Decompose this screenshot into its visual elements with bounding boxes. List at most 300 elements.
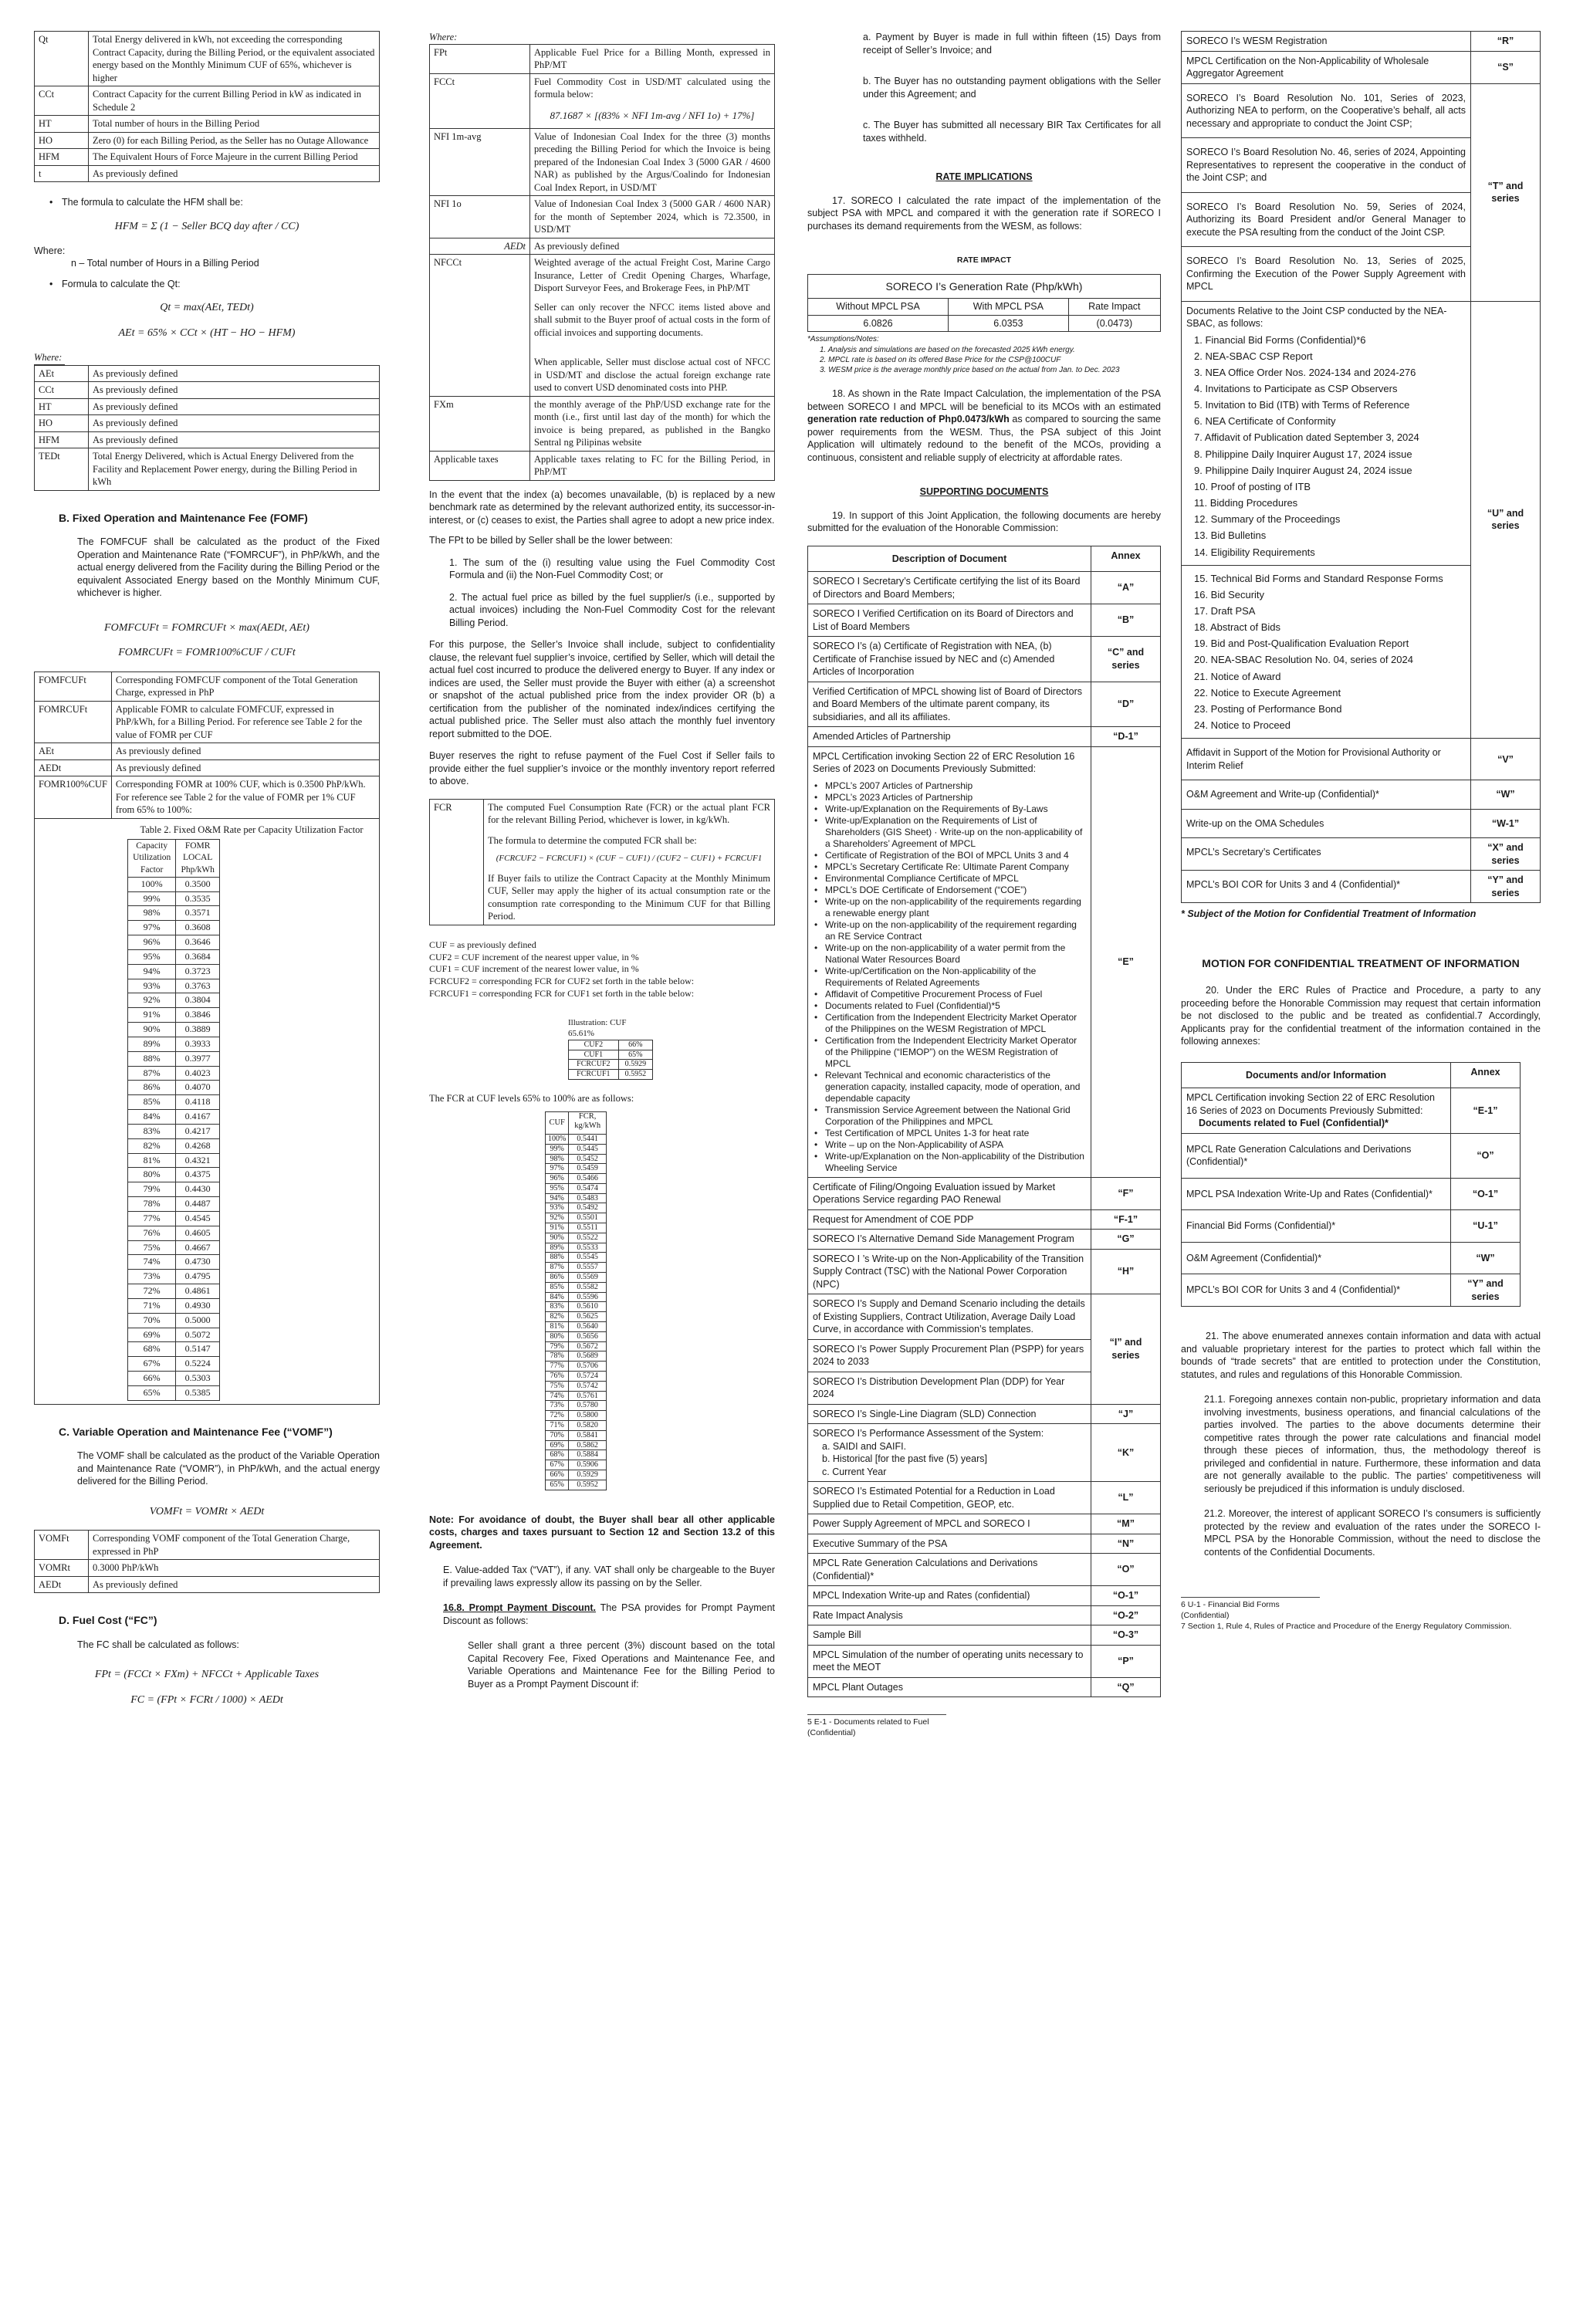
- definition-term: FOMFCUFt: [35, 671, 112, 701]
- generation-rate-header: SORECO I’s Generation Rate (Php/kWh): [808, 274, 1161, 298]
- confidential-description: MPCL’s BOI COR for Units 3 and 4 (Confidential)*: [1182, 1274, 1451, 1307]
- u-heading: Documents Relative to the Joint CSP conducted by the NEA-SBAC, as follows:: [1186, 305, 1447, 329]
- column-4: [1181, 31, 1541, 2296]
- fomr-row: [128, 906, 220, 921]
- fomf-definitions-table: [34, 671, 380, 819]
- illustration-row: [569, 1050, 653, 1060]
- document-description-t: SORECO I’s Board Resolution No. 59, Series of 2024, Authorizing its Board President and/or General Manager to execute the PSA resulting from the conduct of the Joint CSP.: [1182, 192, 1471, 247]
- document-row: [808, 1534, 1161, 1554]
- fomr-row: [128, 1138, 220, 1153]
- e-list-item: • Write-up/Explanation on the Non-applicability of the Distribution Wheeling Service: [813, 1151, 1086, 1174]
- fcr-cuf: 67%: [546, 1460, 569, 1470]
- document-row: [1182, 51, 1541, 83]
- fuel-definition-term: NFI 1m-avg: [430, 128, 530, 196]
- index-paragraph: In the event that the index (a) becomes unavailable, (b) is replaced by a new benchmark rate as determined by the relevant authorized entity, its successor-in-interest, or (c) ceases to exist, the Parties shall agree to adopt a new price index.: [429, 489, 775, 526]
- fcr-row: [546, 1302, 607, 1312]
- definition-term: VOMFt: [35, 1531, 89, 1560]
- fcr-cuf: 81%: [546, 1322, 569, 1332]
- fomr-rate: 0.4375: [176, 1168, 220, 1182]
- fcr-row: [546, 1341, 607, 1351]
- fuel-definition-term: NFI 1o: [430, 196, 530, 238]
- document-annex: “X” and series: [1471, 838, 1541, 871]
- fomr-row: [128, 1313, 220, 1328]
- fomr-rate: 0.4667: [176, 1240, 220, 1255]
- fcr-value: 0.5466: [569, 1174, 607, 1184]
- document-annex: “N”: [1091, 1534, 1161, 1554]
- document-row: [1182, 809, 1541, 838]
- k-item: c. Current Year: [822, 1466, 887, 1477]
- fomr-row: [128, 935, 220, 950]
- fuel-definition-row: [430, 396, 775, 451]
- illustration-block: [568, 1017, 653, 1080]
- fcr-definition-table: [429, 799, 775, 925]
- document-annex: “L”: [1091, 1482, 1161, 1514]
- u-list-item: 23. Posting of Performance Bond: [1194, 702, 1342, 715]
- fcr-row: [546, 1203, 607, 1213]
- fomr-rate: 0.3723: [176, 964, 220, 979]
- fcr-cuf: 99%: [546, 1144, 569, 1154]
- u-list-item: 5. Invitation to Bid (ITB) with Terms of Reference: [1194, 399, 1410, 411]
- fomr-rate: 0.3535: [176, 891, 220, 906]
- section-c-heading: C. Variable Operation and Maintenance Fee (“VOMF”): [59, 1425, 333, 1438]
- document-row: [808, 572, 1161, 604]
- fomr-cuf: 72%: [128, 1284, 176, 1299]
- fcr-row: [546, 1331, 607, 1341]
- fcr-row: [546, 1243, 607, 1253]
- nfcc-disclosure-text: When applicable, Seller must disclose actual cost of NFCC in USD/MT and disclose the actual foreign exchange rate used to convert USD denominated costs into PHP.: [534, 357, 770, 394]
- document-row-u1: [1182, 301, 1541, 565]
- cuf-definitions: [429, 939, 775, 1000]
- fomr-cuf: 100%: [128, 877, 176, 891]
- supporting-documents-table-continued: [1181, 31, 1541, 903]
- documents-header-row: [808, 546, 1161, 572]
- fomr-rate: 0.4605: [176, 1226, 220, 1240]
- fomr-rate: 0.5147: [176, 1342, 220, 1357]
- footnote-5: 5 E-1 - Documents related to Fuel (Confidential): [807, 1714, 946, 1739]
- fcr-value: 0.5656: [569, 1331, 607, 1341]
- u-list-item: 3. NEA Office Order Nos. 2024-134 and 2024-276: [1194, 366, 1416, 378]
- u-list-item: 15. Technical Bid Forms and Standard Response Forms: [1194, 572, 1443, 584]
- fomr-cuf: 80%: [128, 1168, 176, 1182]
- fcr-formula: (FCRCUF2 − FCRCUF1) × (CUF − CUF1) / (CUF2 − CUF1) + FCRCUF1: [496, 854, 763, 864]
- fcr-value: 0.5596: [569, 1292, 607, 1302]
- fcr-cuf: 89%: [546, 1243, 569, 1253]
- u-list-item: 17. Draft PSA: [1194, 605, 1256, 617]
- fomr-rate: 0.5385: [176, 1385, 220, 1400]
- p18-part-2: as compared to sourcing the same power requirements from the WESM. Thus, the PSA subject of this Joint Application will ultimately redound to the benefit of the MCOs, providing a continuous, consistent and reliable supply of electricity at affordable rates.: [807, 414, 1161, 463]
- fomr-rate: 0.4167: [176, 1110, 220, 1125]
- fuel-definition-text: Fuel Commodity Cost in USD/MT calculated using the formula below:: [534, 76, 770, 100]
- rate-implications-heading: RATE IMPLICATIONS: [935, 171, 1033, 182]
- fomr-table: [127, 839, 220, 1400]
- fcr-value: 0.5545: [569, 1253, 607, 1263]
- where-label: Where:: [34, 245, 66, 256]
- definition-text: Corresponding FOMFCUF component of the Total Generation Charge, expressed in PhP: [111, 671, 379, 701]
- fomr-rate: 0.3804: [176, 993, 220, 1008]
- fcr-minimum-cuf: If Buyer fails to utilize the Contract Capacity at the Monthly Minimum CUF, Seller may apply the higher of its actual consumption rate or the consumption rate corresponding to the Minimum CUF for that Billing Period.: [488, 872, 770, 922]
- definition-text: As previously defined: [89, 1576, 380, 1593]
- illustration-row: [569, 1070, 653, 1080]
- fcr-term: FCR: [430, 799, 484, 925]
- fcr-value: 0.5742: [569, 1381, 607, 1391]
- confidential-row: [1182, 1178, 1521, 1210]
- definition-text: Total Energy Delivered, which is Actual Energy Delivered from the Facility and Replacement Power energy, during the Billing Period in kWh: [89, 448, 380, 491]
- document-annex: “D”: [1091, 682, 1161, 727]
- paragraph-21-1: 21.1. Foregoing annexes contain non-public, proprietary information and data involving investments, business operations, and financial calculations of the parties involved. The parties to the above documents determine their competitive rates through the power rate calculations and financial model through these pieces of information, thus, the methodology thereof is privileged and confidential in nature. Furthermore, these information and data are not generally available to the public. The parties’ competitiveness will seriously be prejudiced if this information is unduly disclosed.: [1204, 1394, 1541, 1494]
- refuse-payment-paragraph: Buyer reserves the right to refuse payment of the Fuel Cost if Seller fails to provide either the fuel supplier’s invoice or the monthly inventory report referred to above.: [429, 750, 775, 787]
- document-description-t: SORECO I’s Board Resolution No. 46, series of 2024, Appointing Representatives to represent the cooperative in the conduct of the Joint CSP; and: [1182, 138, 1471, 193]
- fomr-row: [128, 1168, 220, 1182]
- document-description: SORECO I Secretary’s Certificate certifying the list of its Board of Directors and Board Members;: [808, 572, 1091, 604]
- fomr-cuf: 94%: [128, 964, 176, 979]
- u-list-item: 22. Notice to Execute Agreement: [1194, 686, 1341, 699]
- definition-row: [35, 431, 380, 448]
- fcr-value: 0.5952: [569, 1480, 607, 1490]
- fomr-cuf: 84%: [128, 1110, 176, 1125]
- e-list-item: • MPCL’s DOE Certificate of Endorsement (“COE”): [813, 885, 1086, 896]
- fcr-row: [546, 1223, 607, 1233]
- fcr-cuf: 91%: [546, 1223, 569, 1233]
- supporting-documents-table: [807, 546, 1161, 1698]
- vomf-formula: VOMFt = VOMRt × AEDt: [149, 1505, 265, 1517]
- avoidance-note: Note: For avoidance of doubt, the Buyer shall bear all other applicable costs, charges and taxes pursuant to Section 12 and Section 13.2 of this Agreement.: [429, 1514, 775, 1551]
- confidential-description: MPCL Rate Generation Calculations and Derivations (Confidential)*: [1182, 1133, 1451, 1178]
- fcr-row: [546, 1273, 607, 1283]
- fomr-cuf: 86%: [128, 1081, 176, 1095]
- document-annex-e: “E”: [1091, 746, 1161, 1177]
- definition-text: As previously defined: [89, 165, 380, 182]
- paragraph-21-2: 21.2. Moreover, the interest of applicant SORECO I’s consumers is sufficiently protected by the review and evaluation of the rates under the SORECO I-MPCL PSA by the Honorable Commission, without the need to disclose the contents of the Confidential Documents.: [1204, 1508, 1541, 1558]
- fcr-table-intro: The FCR at CUF levels 65% to 100% are as follows:: [429, 1093, 634, 1104]
- fomr-rate: 0.3500: [176, 877, 220, 891]
- document-row: [808, 682, 1161, 727]
- fcr-value: 0.5672: [569, 1341, 607, 1351]
- document-description: Executive Summary of the PSA: [808, 1534, 1091, 1554]
- u-list-2: [1186, 572, 1466, 732]
- fcr-row: [546, 1421, 607, 1431]
- document-annex-i: “I” and series: [1091, 1294, 1161, 1405]
- paragraph-17: 17. SORECO I calculated the rate impact of the implementation of the subject PSA with MPCL and compared it with the generation rate if SORECO I purchases its demand requirements from the WESM, as follows:: [807, 195, 1161, 232]
- fcr-row: [546, 1351, 607, 1362]
- rate-impact-value: 6.0353: [949, 315, 1069, 332]
- illustration-table: [568, 1040, 653, 1080]
- fomr-cuf: 93%: [128, 979, 176, 993]
- fcr-row: [546, 1411, 607, 1421]
- document-annex: “P”: [1091, 1645, 1161, 1677]
- paragraph-20: 20. Under the ERC Rules of Practice and Procedure, a party to any proceeding before the Honorable Commission may request that certain information be not disclosed to the public and be treated as confidential.7 Accordingly, Applicants pray for the confidential treatment of the information contained in the following annexes:: [1181, 985, 1541, 1047]
- fomr-row: [128, 993, 220, 1008]
- ppd-heading-title: 16.8. Prompt Payment Discount.: [443, 1602, 597, 1614]
- fomr-row: [128, 1211, 220, 1226]
- definition-text: As previously defined: [89, 431, 380, 448]
- definition-term: AEDt: [35, 759, 112, 776]
- fpt-option-1: 1. The sum of the (i) resulting value using the Fuel Commodity Cost Formula and (ii) the Non-Fuel Commodity Cost; or: [449, 556, 775, 581]
- definition-row: [35, 448, 380, 491]
- definition-term: HO: [35, 415, 89, 432]
- fcr-cuf: 68%: [546, 1450, 569, 1460]
- document-description: MPCL Indexation Write-up and Rates (confidential): [808, 1586, 1091, 1606]
- fomr-cuf: 83%: [128, 1124, 176, 1138]
- u-list-item: 4. Invitations to Participate as CSP Observers: [1194, 382, 1398, 394]
- fomr-cuf: 96%: [128, 935, 176, 950]
- fomr-rate: 0.4861: [176, 1284, 220, 1299]
- assumptions-list: [807, 345, 1161, 376]
- ppd-heading-tail: The PSA provides for Prompt Payment Discount as follows:: [443, 1602, 775, 1626]
- fomr-row: [128, 1240, 220, 1255]
- definition-term: HFM: [35, 149, 89, 166]
- definition-text: As previously defined: [89, 382, 380, 399]
- documents-header-description: Description of Document: [808, 546, 1091, 572]
- fcr-row: [546, 1322, 607, 1332]
- document-row: [808, 1209, 1161, 1230]
- confidential-subject-note: * Subject of the Motion for Confidential Treatment of Information: [1181, 908, 1477, 920]
- fuel-definition-term: NFCCt: [430, 255, 530, 397]
- column-1: [34, 31, 380, 2296]
- assumption-item: 2. MPCL rate is based on its offered Base Price for the CSP@100CUF: [820, 355, 1061, 364]
- fomr-cuf: 89%: [128, 1037, 176, 1051]
- document-description: Power Supply Agreement of MPCL and SORECO I: [808, 1514, 1091, 1534]
- motion-heading: MOTION FOR CONFIDENTIAL TREATMENT OF INFORMATION: [1202, 956, 1520, 969]
- e-list-item: • Transmission Service Agreement between the National Grid Corporation of the Philippines and MPCL: [813, 1104, 1086, 1128]
- rate-impact-title: RATE IMPACT: [956, 255, 1012, 265]
- fcr-cuf: 100%: [546, 1134, 569, 1144]
- fuel-definition-term: FPt: [430, 44, 530, 73]
- fomr-row: [128, 1008, 220, 1023]
- fuel-definition-row: [430, 255, 775, 397]
- document-annex: “F-1”: [1091, 1209, 1161, 1230]
- u-list-item: 10. Proof of posting of ITB: [1194, 480, 1311, 492]
- document-annex: “B”: [1091, 604, 1161, 637]
- fomr-row: [128, 964, 220, 979]
- fcr-table: [545, 1111, 607, 1490]
- rate-impact-value: (0.0473): [1068, 315, 1160, 332]
- fcr-cuf: 66%: [546, 1470, 569, 1480]
- definition-text: 0.3000 PhP/kWh: [89, 1560, 380, 1577]
- fomr-rate: 0.4268: [176, 1138, 220, 1153]
- fcr-cuf: 78%: [546, 1351, 569, 1362]
- definition-row: [35, 382, 380, 399]
- u-list-item: 6. NEA Certificate of Conformity: [1194, 415, 1336, 428]
- confidential-row: [1182, 1274, 1521, 1307]
- fomr-row: [128, 1124, 220, 1138]
- e-list-item: • MPCL’s Secretary Certificate Re: Ultimate Parent Company: [813, 861, 1086, 873]
- fomr-cuf: 66%: [128, 1371, 176, 1385]
- fomr-cuf: 71%: [128, 1298, 176, 1313]
- definition-text: As previously defined: [111, 759, 379, 776]
- aet-formula: AEt = 65% × CCt × (HT − HO − HFM): [118, 326, 296, 339]
- definition-row: [35, 86, 380, 116]
- document-annex: “C” and series: [1091, 637, 1161, 682]
- fcr-cuf: 79%: [546, 1341, 569, 1351]
- fomr-cuf: 78%: [128, 1197, 176, 1212]
- fomr-cuf: 68%: [128, 1342, 176, 1357]
- fomr-row: [128, 1342, 220, 1357]
- fomr-row: [128, 1371, 220, 1385]
- fomr-cuf: 81%: [128, 1153, 176, 1168]
- document-description-i: SORECO I’s Power Supply Procurement Plan (PSPP) for years 2024 to 2033: [808, 1339, 1091, 1372]
- fomr-row: [128, 1255, 220, 1270]
- fcr-value: 0.5724: [569, 1372, 607, 1382]
- fomr-rate: 0.3889: [176, 1023, 220, 1037]
- fomr-row: [128, 1051, 220, 1066]
- document-annex: “R”: [1471, 32, 1541, 52]
- definition-row: [35, 1576, 380, 1593]
- document-annex: “Q”: [1091, 1677, 1161, 1697]
- document-annex: “D-1”: [1091, 727, 1161, 747]
- definition-text: Corresponding FOMR at 100% CUF, which is 0.3500 PhP/kWh. For reference see Table 2 for the value of FOMR per 1% CUF from 65% to 100%:: [111, 776, 379, 819]
- fcr-value: 0.5501: [569, 1213, 607, 1223]
- fomr-rate: 0.4730: [176, 1255, 220, 1270]
- where-label: Where:: [429, 32, 458, 42]
- fcr-value: 0.5884: [569, 1450, 607, 1460]
- illustration-value: 65%: [618, 1050, 652, 1060]
- e-list-item: • Certificate of Registration of the BOI of MPCL Units 3 and 4: [813, 850, 1086, 861]
- fc-formula: FC = (FPt × FCRt / 1000) × AEDt: [130, 1693, 283, 1706]
- fcr-cuf: 95%: [546, 1183, 569, 1193]
- document-row: [808, 1645, 1161, 1677]
- fcr-row: [546, 1292, 607, 1302]
- fuel-definition-text: Applicable Fuel Price for a Billing Month, expressed in PhP/MT: [534, 46, 770, 70]
- fcr-value: 0.5522: [569, 1233, 607, 1243]
- fcr-row: [546, 1174, 607, 1184]
- u-list-item: 13. Bid Bulletins: [1194, 529, 1267, 542]
- definition-text: Applicable FOMR to calculate FOMFCUF, expressed in PhP/kWh, for a Billing Period. For reference see Table 2 for the value of FOMR per CUF: [111, 701, 379, 743]
- document-description-j: SORECO I’s Single-Line Diagram (SLD) Connection: [808, 1404, 1091, 1424]
- document-row-j: [808, 1404, 1161, 1424]
- fcr-cuf: 73%: [546, 1401, 569, 1411]
- fomr-rate: 0.3933: [176, 1037, 220, 1051]
- bullet-qt: • Formula to calculate the Qt:: [34, 278, 380, 291]
- fp-formula: FPt = (FCCt × FXm) + NFCCt + Applicable Taxes: [94, 1669, 320, 1681]
- confidential-description: Financial Bid Forms (Confidential)*: [1182, 1210, 1451, 1243]
- rate-impact-table: [807, 274, 1161, 332]
- fcr-value: 0.5459: [569, 1164, 607, 1174]
- fcr-value: 0.5441: [569, 1134, 607, 1144]
- u-list-item: 21. Notice of Award: [1194, 670, 1281, 682]
- u-list-item: 24. Notice to Proceed: [1194, 719, 1291, 732]
- e-list-item: • Affidavit of Competitive Procurement Process of Fuel: [813, 989, 1086, 1000]
- fcr-cuf: 80%: [546, 1331, 569, 1341]
- fomr-rate: 0.4023: [176, 1066, 220, 1081]
- illustration-key: FCRCUF2: [569, 1060, 619, 1070]
- document-row: [808, 1586, 1161, 1606]
- definition-row: [35, 776, 380, 819]
- e-list-item: • Certification from the Independent Electricity Market Operator of the Philippines on the WESM Registration of MPCL: [813, 1012, 1086, 1035]
- u-list-item: 12. Summary of the Proceedings: [1194, 513, 1341, 526]
- ppd-condition-b: b. The Buyer has no outstanding payment obligations with the Seller under this Agreement; and: [863, 76, 1161, 100]
- document-row: [1182, 32, 1541, 52]
- fomr-row: [128, 1182, 220, 1197]
- fomr-row: [128, 1066, 220, 1081]
- confidential-description: O&M Agreement (Confidential)*: [1182, 1242, 1451, 1274]
- fomr-cuf: 85%: [128, 1095, 176, 1110]
- fcr-value: 0.5557: [569, 1263, 607, 1273]
- column-2: [429, 31, 775, 2296]
- fomr-row: [128, 1037, 220, 1051]
- document-description: MPCL Plant Outages: [808, 1677, 1091, 1697]
- fuel-definition-term: Applicable taxes: [430, 451, 530, 480]
- qt-formula: Qt = max(AEt, TEDt): [160, 302, 254, 314]
- supporting-documents-heading: SUPPORTING DOCUMENTS: [919, 486, 1049, 498]
- fomr-cuf: 88%: [128, 1051, 176, 1066]
- document-description: Rate Impact Analysis: [808, 1605, 1091, 1625]
- fpt-option-2: 2. The actual fuel price as billed by the fuel supplier/s (i.e., supported by actual invoices) including the Non-Fuel Commodity Cost for the relevant Billing Period.: [449, 591, 775, 628]
- ppd-condition-c: c. The Buyer has submitted all necessary BIR Tax Certificates for all taxes withheld.: [863, 120, 1161, 144]
- fcr-value: 0.5841: [569, 1430, 607, 1440]
- definition-text: Corresponding VOMF component of the Total Generation Charge, expressed in PhP: [89, 1531, 380, 1560]
- k-heading: SORECO I’s Performance Assessment of the System:: [813, 1428, 1044, 1439]
- definition-row: [35, 398, 380, 415]
- e-list-item: • Write-up/Explanation on the Requirements of By-Laws: [813, 803, 1086, 815]
- confidential-description: MPCL PSA Indexation Write-Up and Rates (Confidential)*: [1182, 1178, 1451, 1210]
- definitions-table-2: [34, 365, 380, 491]
- fuel-definition-term: FXm: [430, 396, 530, 451]
- u-list-item: 1. Financial Bid Forms (Confidential)*6: [1194, 333, 1366, 346]
- fomr-rate: 0.4487: [176, 1197, 220, 1212]
- fcr-value: 0.5582: [569, 1282, 607, 1292]
- document-annex: “H”: [1091, 1249, 1161, 1294]
- section-c-paragraph: The VOMF shall be calculated as the product of the Variable Operation and Maintenance Rate (“VOMR”), in PhP/kWh, and the actual energy delivered for the Billing Period.: [77, 1450, 380, 1487]
- document-row: [808, 1514, 1161, 1534]
- confidential-header-annex: Annex: [1451, 1062, 1521, 1088]
- u-list-item: 7. Affidavit of Publication dated September 3, 2024: [1194, 431, 1419, 444]
- documents-header-annex: Annex: [1091, 546, 1161, 572]
- fcr-row: [546, 1430, 607, 1440]
- fcr-cuf: 97%: [546, 1164, 569, 1174]
- assumptions-label: *Assumptions/Notes:: [807, 335, 879, 344]
- fcr-row: [546, 1391, 607, 1401]
- fcr-cuf: 93%: [546, 1203, 569, 1213]
- definition-term: FOMR100%CUF: [35, 776, 112, 819]
- fcr-cuf: 92%: [546, 1213, 569, 1223]
- fuel-definition-cell: [530, 451, 775, 480]
- fcr-value: 0.5452: [569, 1154, 607, 1164]
- fcr-row: [546, 1282, 607, 1292]
- fomr-row: [128, 1023, 220, 1037]
- fcr-table-header-fcr: FCR, kg/kWh: [569, 1111, 607, 1134]
- fcc-formula: 87.1687 × [(83% × NFI 1m-avg / NFI 1o) + 17%]: [550, 109, 755, 121]
- fcr-row: [546, 1372, 607, 1382]
- document-row-i: [808, 1294, 1161, 1340]
- confidential-annex-e1: “E-1”: [1451, 1088, 1521, 1134]
- p18-part-1: 18. As shown in the Rate Impact Calculation, the implementation of the PSA between SORECO I and MPCL will be beneficial to its MCOs with an estimated: [807, 388, 1161, 412]
- fomr-row: [128, 891, 220, 906]
- definitions-table-1: [34, 31, 380, 182]
- fcr-row: [546, 1253, 607, 1263]
- fcr-row: [546, 1450, 607, 1460]
- fomr-rate: 0.4430: [176, 1182, 220, 1197]
- u-list-item: 20. NEA-SBAC Resolution No. 04, series of 2024: [1194, 654, 1413, 666]
- fomr-row: [128, 1095, 220, 1110]
- fcr-row: [546, 1233, 607, 1243]
- fcr-row: [546, 1312, 607, 1322]
- fomr-rate: 0.4217: [176, 1124, 220, 1138]
- fomr-formula: FOMRCUFt = FOMR100%CUF / CUFt: [118, 647, 296, 659]
- document-row-e: [808, 746, 1161, 1177]
- document-description-t: SORECO I’s Board Resolution No. 101, Series of 2023, Authorizing NEA to perform, on the Cooperative’s behalf, all acts necessary and appropriate to conduct the Joint CSP;: [1182, 83, 1471, 138]
- fomr-cuf: 99%: [128, 891, 176, 906]
- fcr-row: [546, 1134, 607, 1144]
- fuel-definition-row: [430, 451, 775, 480]
- fomr-cuf: 77%: [128, 1211, 176, 1226]
- e-list-item: • Certification from the Independent Electricity Market Operator of the Philippine (“IEMOP”) on the WESM Registration of MPCL: [813, 1035, 1086, 1070]
- document-annex-j: “J”: [1091, 1404, 1161, 1424]
- document-annex: “S”: [1471, 51, 1541, 83]
- cuf-definition: FCRCUF1 = corresponding FCR for CUF1 set forth in the table below:: [429, 987, 695, 999]
- fuel-definition-text: Value of Indonesian Coal Index 3 (5000 GAR / 4600 NAR) for the month of September 2024, which is 72.3500, in USD/MT: [534, 198, 770, 235]
- document-row: [808, 1677, 1161, 1697]
- fomr-row: [128, 921, 220, 935]
